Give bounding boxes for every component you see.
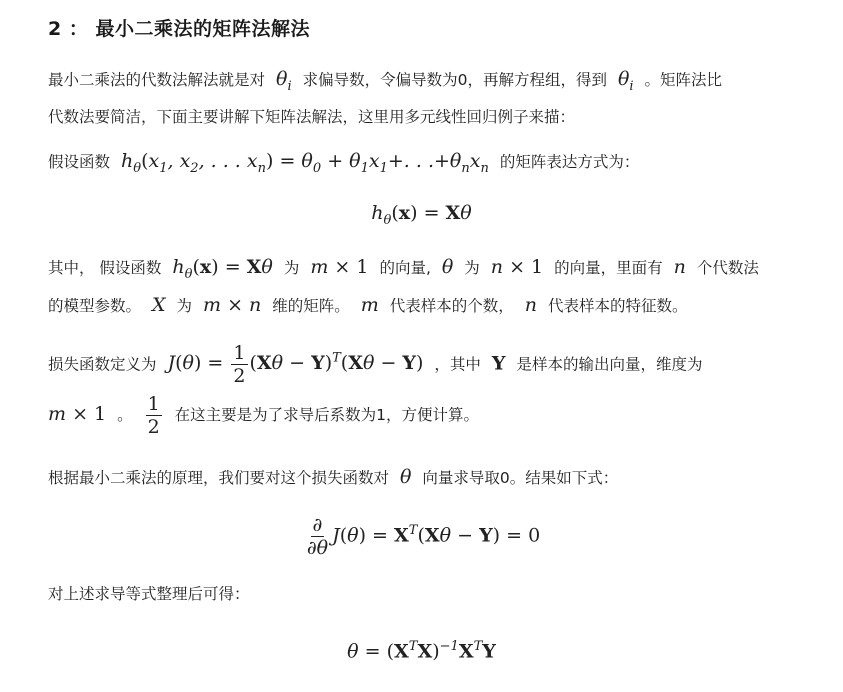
hypothesis-text-2: 的矩阵表达方式为：: [499, 153, 640, 171]
math-theta: θ: [435, 256, 460, 278]
def-text-1: 其中， 假设函数: [48, 259, 162, 277]
math-n-by-1: n × 1: [484, 256, 544, 278]
intro-text-2: 求偏导数，令偏导数为0，再解方程组，得到: [302, 71, 607, 89]
paragraph-definitions: [48, 252, 759, 321]
math-n-2: n: [518, 293, 544, 316]
def-text-8: 为: [176, 296, 193, 315]
def-text-5: 的向量，里面有: [554, 259, 663, 277]
section-heading: 2 ： 最小二乘法的矩阵法解法: [48, 18, 310, 40]
def-text-9: 维的矩阵。: [272, 296, 350, 315]
def-text-2: 为: [283, 259, 300, 277]
def-text-4: 为: [464, 259, 480, 277]
equation-normal: $\theta = (X^TX)^{-1}X^TY$: [347, 639, 496, 663]
paragraph-intro: [48, 64, 722, 132]
math-m-by-1: m × 1: [304, 256, 369, 278]
def-text-11: 代表样本的特征数。: [547, 296, 688, 315]
rearrange-text: 对上述求导等式整理后可得：: [48, 585, 250, 603]
math-m-by-n: m × n: [196, 293, 268, 316]
ls-text-1: 根据最小二乘法的原理，我们要对这个损失函数对: [48, 469, 390, 487]
intro-text-4: 代数法要简洁，下面主要讲解下矩阵法解法，这里用多元线性回归例子来描：: [48, 107, 576, 126]
math-Y: Y: [491, 352, 506, 375]
math-X: X: [145, 293, 172, 316]
equation-derivative: $\frac{\partial}{\partial\theta}$ $J(\theta) = X^T(X\theta - Y) = 0$: [306, 514, 541, 559]
def-text-10: 代表样本的个数，: [389, 296, 514, 315]
paragraph-least-squares: [48, 462, 618, 493]
loss-text-5: 在这主要是为了求导后系数为1，方便计算。: [174, 406, 479, 425]
fraction-partial: $\frac{\partial}{\partial\theta}$: [306, 514, 329, 559]
paragraph-loss: [48, 334, 702, 440]
loss-text-4: 。: [117, 406, 133, 425]
paragraph-hypothesis: [48, 146, 639, 184]
math-n: n: [667, 256, 692, 278]
fraction-one-half: $\frac{1}{2}$: [233, 341, 246, 387]
fraction-one-half-2: $\frac{1}{2}$: [147, 393, 160, 439]
loss-text-1: 损失函数定义为: [48, 355, 157, 374]
hypothesis-text-1: 假设函数: [48, 153, 111, 171]
math-m: m: [354, 293, 385, 316]
equation-hypothesis-matrix: $h_\theta(x) = X\theta$: [371, 202, 472, 228]
def-text-3: 的向量,: [379, 259, 431, 277]
loss-text-2: ，其中: [434, 355, 481, 374]
math-hypothesis-expansion: $h_\theta(x_1$, $x_2$, . . . $x_n) = \theta_0 + \theta_1x_1+$. . $.+\theta_nx_n$: [114, 150, 489, 176]
intro-text-1: 最小二乘法的代数法解法就是对: [48, 71, 266, 89]
math-m-by-1-2: m × 1: [48, 403, 107, 426]
def-text-6: 个代数法: [696, 259, 759, 277]
math-theta-i: $\theta_i$: [269, 68, 292, 94]
math-loss-function: J(θ) = $\frac{1}{2}$ $(X\theta - Y)^T(X\theta - Y)$: [161, 341, 424, 387]
math-h-theta-x: $h_\theta(x) = X\theta$: [166, 256, 279, 282]
math-theta-2: θ: [393, 466, 418, 488]
loss-text-3: 是样本的输出向量，维度为: [516, 355, 703, 374]
ls-text-2: 向量求导取0。结果如下式：: [422, 469, 619, 487]
intro-text-3: 。矩阵法比: [644, 71, 723, 89]
def-text-7: 的模型参数。: [48, 296, 142, 315]
paragraph-rearrange: [48, 579, 250, 609]
math-theta-i-2: $\theta_i$: [611, 68, 634, 94]
